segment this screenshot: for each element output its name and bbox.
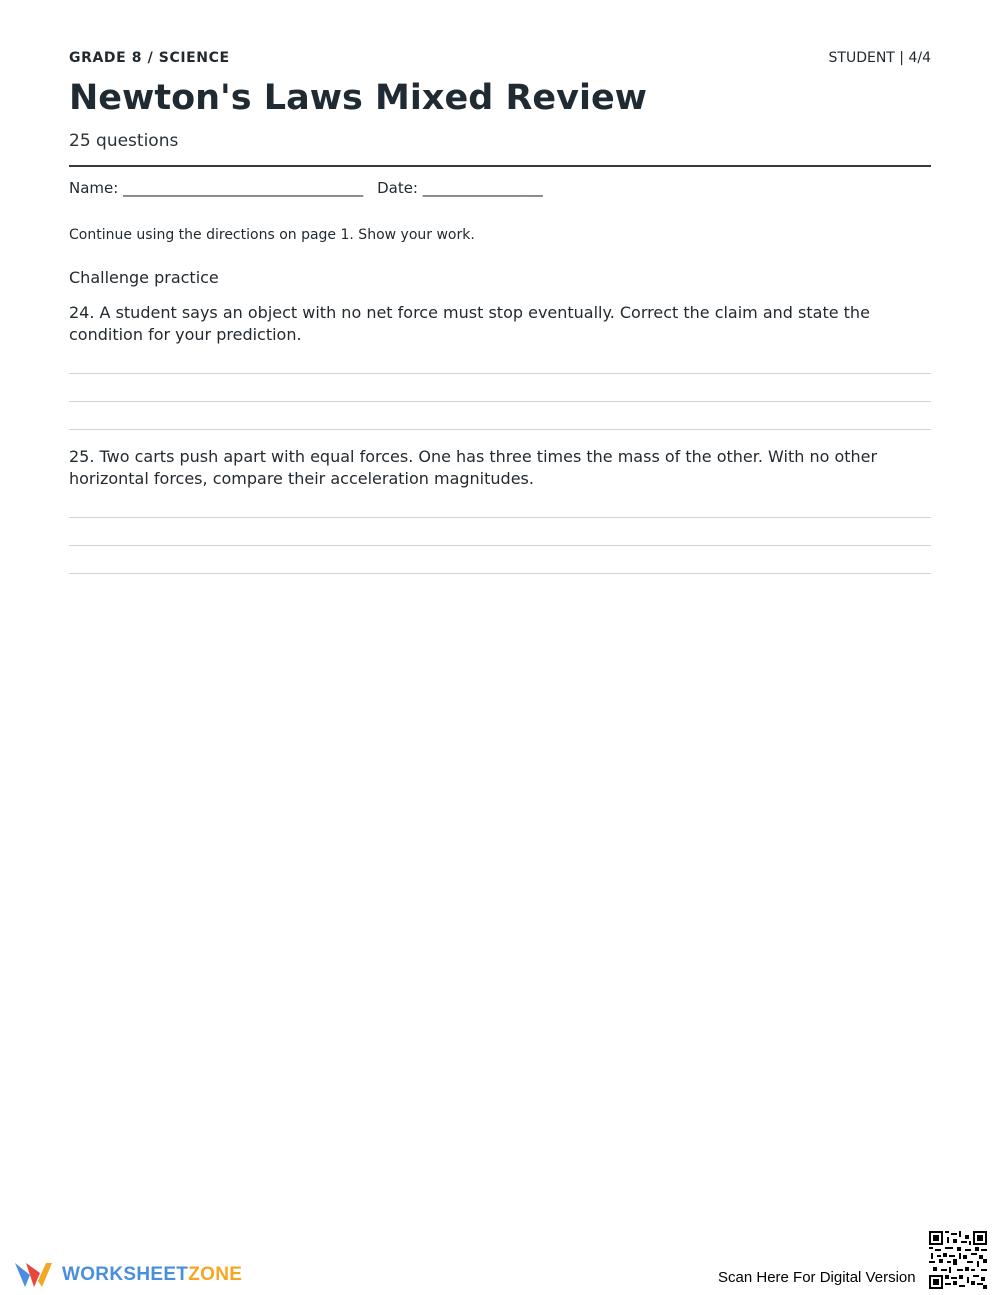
page-info: STUDENT | 4/4 <box>828 50 931 66</box>
answer-line[interactable] <box>69 429 931 430</box>
answer-line[interactable] <box>69 545 931 546</box>
student-info-row <box>69 179 543 197</box>
brand-logo[interactable] <box>13 1259 253 1291</box>
question-25: 25. Two carts push apart with equal forces. One has three times the mass of the other. With no other horizontal forces, compare their acceleration magnitudes. <box>69 447 878 488</box>
qr-code-icon[interactable] <box>929 1231 987 1289</box>
date-field[interactable]: Date: ________________ <box>377 179 543 197</box>
header-bar <box>69 50 931 70</box>
grade-subject: GRADE 8 / SCIENCE <box>69 50 230 66</box>
name-field[interactable]: Name: ________________________________ <box>69 179 364 197</box>
scan-caption: Scan Here For Digital Version <box>718 1269 916 1286</box>
worksheetzone-logo-icon <box>13 1259 55 1291</box>
answer-line[interactable] <box>69 573 931 574</box>
question-24: 24. A student says an object with no net force must stop eventually. Correct the claim and state the condition for your prediction. <box>69 303 870 344</box>
answer-line[interactable] <box>69 401 931 402</box>
header-divider <box>69 165 931 167</box>
answer-line[interactable] <box>69 373 931 374</box>
answer-line[interactable] <box>69 517 931 518</box>
question-count: 25 questions <box>69 131 179 151</box>
directions-text: Continue using the directions on page 1. Show your work. <box>69 227 475 243</box>
section-title: Challenge practice <box>69 268 219 287</box>
brand-name: WORKSHEETZONE <box>62 1264 243 1285</box>
page-title: Newton's Laws Mixed Review <box>69 78 648 118</box>
